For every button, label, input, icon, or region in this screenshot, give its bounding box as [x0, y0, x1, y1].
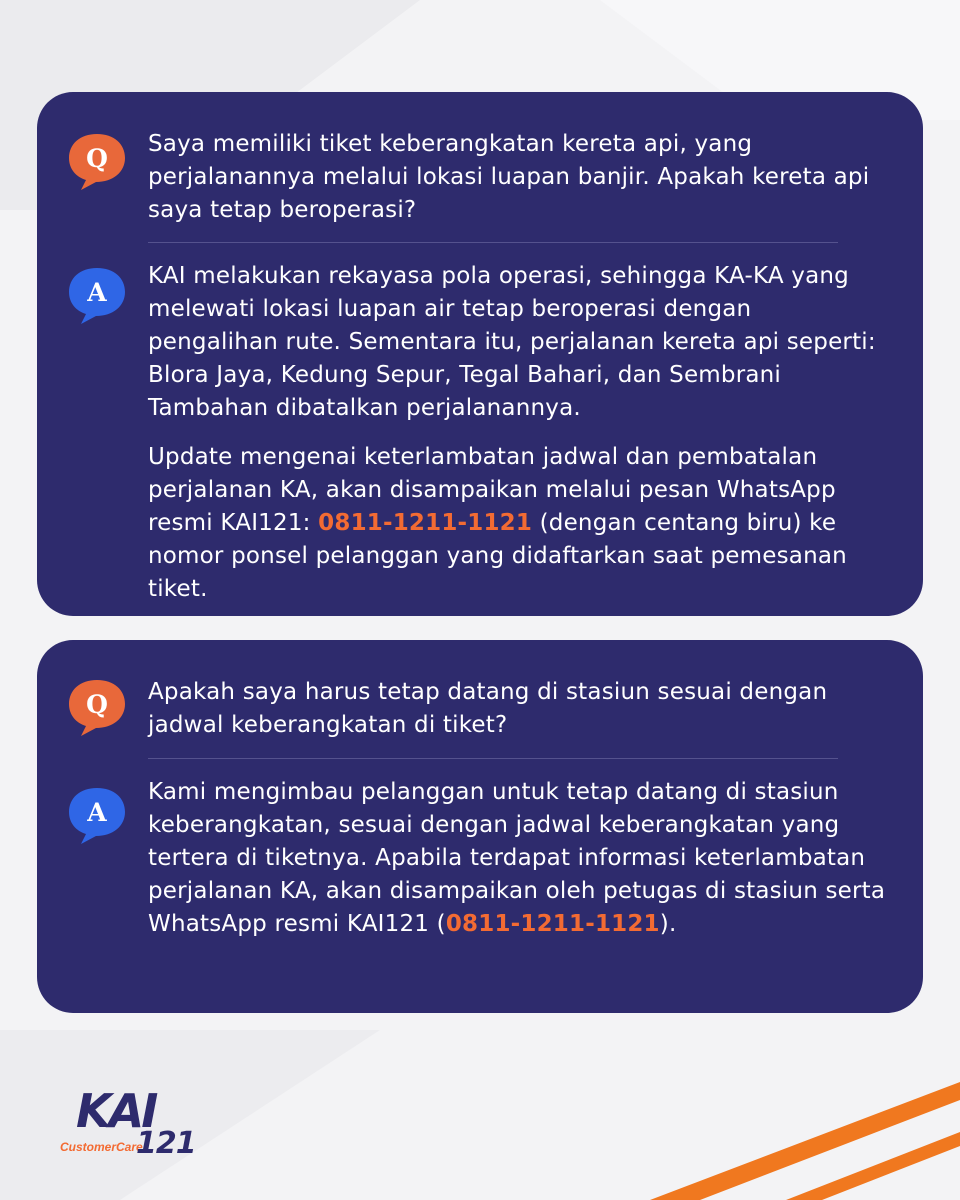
whatsapp-number: 0811-1211-1121 [318, 510, 533, 536]
kai121-logo [58, 1084, 196, 1168]
logo-brand: KAI [76, 1084, 156, 1138]
faq-card-2 [37, 640, 923, 1013]
divider [148, 242, 838, 243]
a-badge-letter: A [87, 278, 107, 307]
a-chat-bubble-icon [65, 264, 129, 328]
answer-paragraph [148, 776, 888, 941]
a-chat-bubble-icon [65, 784, 129, 848]
question-paragraph: Apakah saya harus tetap datang di stasiun sesuai dengan jadwal keberangkatan di tiket? [148, 679, 828, 738]
answer-text [148, 776, 888, 941]
a-badge-letter: A [87, 798, 107, 827]
q-chat-bubble-icon [65, 676, 129, 740]
orange-stripe-top [650, 1082, 960, 1200]
logo-number: 121 [136, 1126, 196, 1161]
answer-text-before: Kami mengimbau pelanggan untuk tetap datang di stasiun keberangkatan, sesuai dengan jadwal keberangkatan yang tertera di tiketnya. Apabila terdapat informasi keterlambatan perjalanan KA, akan disampaikan oleh petugas di stasiun serta WhatsApp resmi KAI121 ( [148, 779, 886, 937]
faq-card-1 [37, 92, 923, 616]
answer-paragraph-2 [148, 441, 888, 606]
whatsapp-number: 0811-1211-1121 [445, 911, 660, 937]
question-text [148, 676, 888, 742]
question-paragraph: Saya memiliki tiket keberangkatan kereta api, yang perjalanannya melalui lokasi luapan banjir. Apakah kereta api saya tetap beroperasi? [148, 131, 870, 223]
logo-tagline: CustomerCare [60, 1140, 143, 1154]
answer-text-after: ). [659, 911, 677, 937]
answer-text-before: Update mengenai keterlambatan jadwal dan pembatalan perjalanan KA, akan disampaikan melalui pesan WhatsApp resmi KAI121: [148, 444, 836, 536]
divider [148, 758, 838, 759]
q-badge-letter: Q [86, 690, 108, 719]
answer-text [148, 260, 888, 606]
question-text [148, 128, 888, 227]
q-chat-bubble-icon [65, 130, 129, 194]
answer-text-after: (dengan centang biru) ke nomor ponsel pelanggan yang didaftarkan saat pemesanan tiket. [148, 510, 847, 602]
answer-paragraph-1: KAI melakukan rekayasa pola operasi, sehingga KA-KA yang melewati lokasi luapan air tetap beroperasi dengan pengalihan rute. Sementara itu, perjalanan kereta api seperti: Blora Jaya, Kedung Sepur, Tegal Bahari, dan Sembrani Tambahan dibatalkan perjalanannya. [148, 263, 876, 421]
q-badge-letter: Q [86, 144, 108, 173]
